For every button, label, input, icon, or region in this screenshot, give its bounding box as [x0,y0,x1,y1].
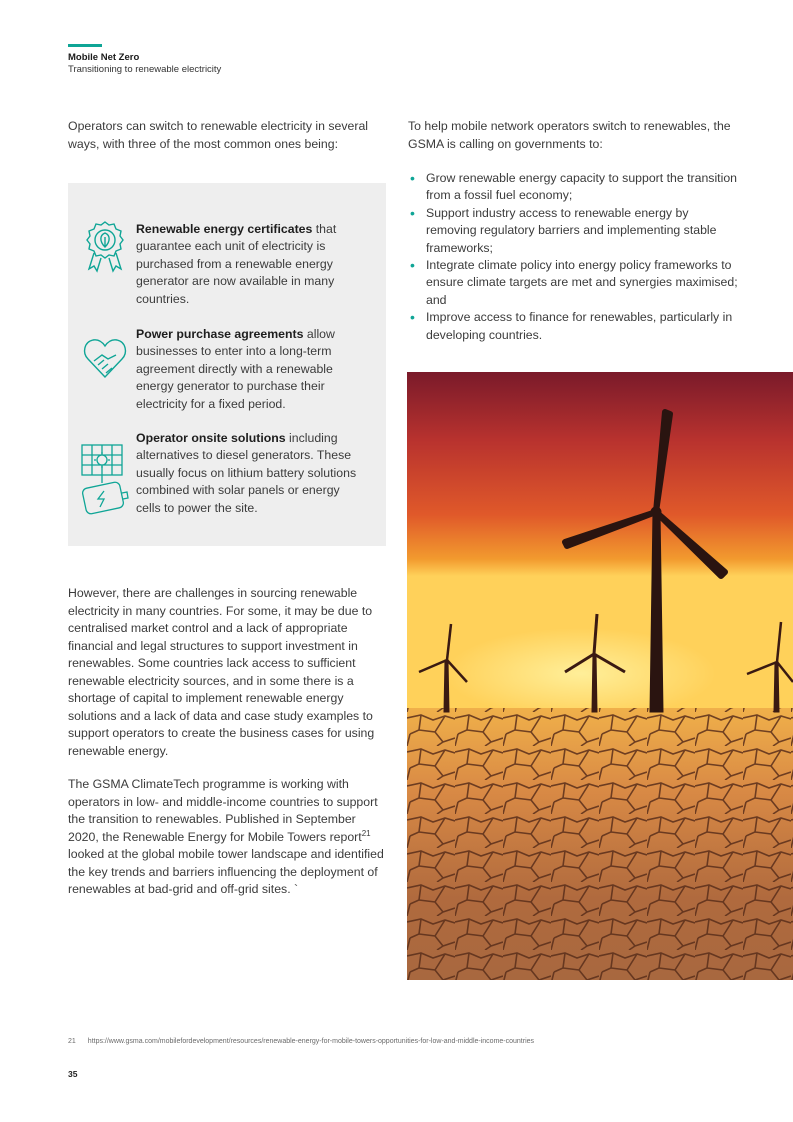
list-item: • Integrate climate policy into energy policy frameworks to ensure climate targets are met and synergies maximised; and [410,257,738,307]
option-text: including alternatives to diesel generators. These usually focus on lithium battery solutions combined with solar panels or energy cells to power the site. [136,431,357,515]
option-text: that guarantee each unit of electricity is purchased from a renewable energy generator are now available in many countries. [136,222,337,306]
climatetech-paragraph: The GSMA ClimateTech programme is working with operators in low- and middle-income countries to support the transition to renewables. Published in September 2020, the Renewable Energy for Mobile Towers report$^{21}$ looked at the global mobile tower landscape and identified the key trends and barriers influencing the deployment of renewables at bad-grid and off-grid sites. ` [68,777,384,896]
option-title: Power purchase agreements [136,327,304,341]
option-operator-onsite-solutions [136,430,366,517]
header-title: Mobile Net Zero [68,52,140,63]
intro-left-text: Operators can switch to renewable electricity in several ways, with three of the most common ones being: [68,119,369,151]
options-box [68,183,386,546]
certificate-rosette-icon [80,219,130,275]
bullet-icon: • [410,204,415,221]
header-subtitle: Transitioning to renewable electricity [68,64,222,75]
list-item: • Grow renewable energy capacity to support the transition from a fossil fuel economy; [410,170,738,203]
footnote [68,1038,534,1045]
option-title: Renewable energy certificates [136,222,313,236]
heart-handshake-icon [80,331,130,387]
wind-turbine-photo [407,372,793,980]
option-text: allow businesses to enter into a long-term agreement directly with a renewable energy generator to purchase their electricity for a fixed period. [136,327,335,411]
bullet-icon: • [410,170,415,186]
solar-battery-icon [80,441,130,521]
footnote-reference[interactable]: 21 [361,828,371,838]
footnote-number: 21 [68,1038,76,1045]
intro-right-text: To help mobile network operators switch to renewables, the GSMA is calling on governments to: [408,119,731,151]
list-item: • Improve access to finance for renewables, particularly in developing countries. [410,309,733,342]
option-title: Operator onsite solutions [136,431,286,445]
list-item: • Support industry access to renewable energy by removing regulatory barriers and implementing stable frameworks; [410,204,717,255]
page-number: 35 [68,1069,78,1079]
header-accent-line [68,44,102,47]
bullet-icon: • [410,309,415,326]
option-power-purchase-agreements [136,326,366,413]
option-renewable-certificates [136,221,366,308]
footnote-url-link[interactable]: https://www.gsma.com/mobilefordevelopment/resources/renewable-energy-for-mobile-towers-opportunities-for-low-and-middle-income-countries [87,1038,535,1045]
policy-bullet-list [408,170,738,344]
bullet-icon: • [410,257,415,274]
challenges-paragraph: However, there are challenges in sourcing renewable electricity in many countries. For some, it may be due to centralised market control and a lack of appropriate financial and legal structures to support investment in renewables. Some countries lack access to sufficient renewable electricity sources, and in some there is a shortage of capital to implement renewable energy solutions and a lack of data and case study examples to support operators to create the business cases for using renewable energy. [68,586,375,758]
